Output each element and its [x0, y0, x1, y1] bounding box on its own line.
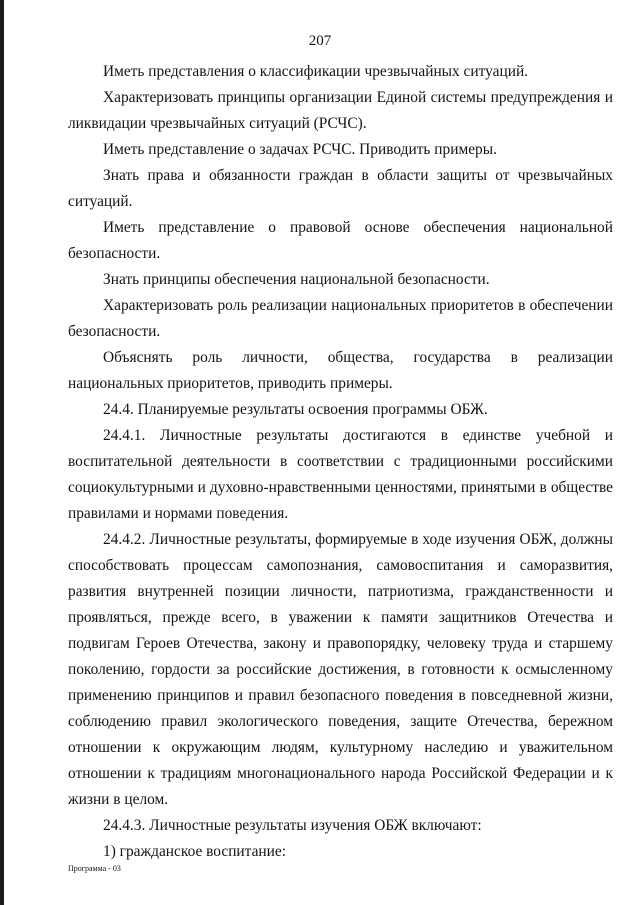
paragraph: 24.4.1. Личностные результаты достигаются в единстве учебной и воспитательной деятельности в соответствии с традиционными российскими социокультурными и духовно-нравственными ценностями, принятыми в обществе правилами и нормами поведения.	[68, 427, 613, 522]
paragraph: 24.4.2. Личностные результаты, формируемые в ходе изучения ОБЖ, должны способствовать процессам самопознания, самовоспитания и саморазвития, развития внутренней позиции личности, патриотизма, гражданственности и проявляться, прежде всего, в уважении к памяти защитников Отечества и подвигам Героев Отечества, закону и правопорядку, человеку труда и старшему поколению, гордости за российские достижения, в готовности к осмысленному применению принципов и правил безопасного поведения в повседневной жизни, соблюдению правил экологического поведения, защите Отечества, бережном отношении к окружающим людям, культурному наследию и уважительном отношении к традициям многонационального народа Российской Федерации и к жизни в целом.	[68, 531, 613, 808]
scan-edge	[0, 0, 4, 905]
paragraph: Характеризовать принципы организации Единой системы предупреждения и ликвидации чрезвычайных ситуаций (РСЧС).	[68, 89, 613, 132]
section-heading: 24.4. Планируемые результаты освоения программы ОБЖ.	[103, 401, 488, 418]
paragraph: Иметь представление о правовой основе обеспечения национальной безопасности.	[68, 219, 613, 262]
paragraph: Характеризовать роль реализации национальных приоритетов в обеспечении безопасности.	[68, 297, 613, 340]
page-number: 207	[308, 33, 332, 49]
paragraph: Объяснять роль личности, общества, государства в реализации национальных приоритетов, приводить примеры.	[68, 349, 613, 392]
list-item: 1) гражданское воспитание:	[103, 843, 286, 860]
paragraph: Знать права и обязанности граждан в области защиты от чрезвычайных ситуаций.	[68, 167, 613, 210]
paragraph: Иметь представления о классификации чрезвычайных ситуаций.	[103, 63, 529, 80]
footer-label: Программа - 03	[68, 864, 121, 873]
paragraph: 24.4.3. Личностные результаты изучения ОБЖ включают:	[103, 817, 482, 834]
paragraph: Знать принципы обеспечения национальной безопасности.	[103, 271, 490, 288]
paragraph: Иметь представление о задачах РСЧС. Приводить примеры.	[103, 141, 497, 158]
body-text	[68, 59, 613, 865]
